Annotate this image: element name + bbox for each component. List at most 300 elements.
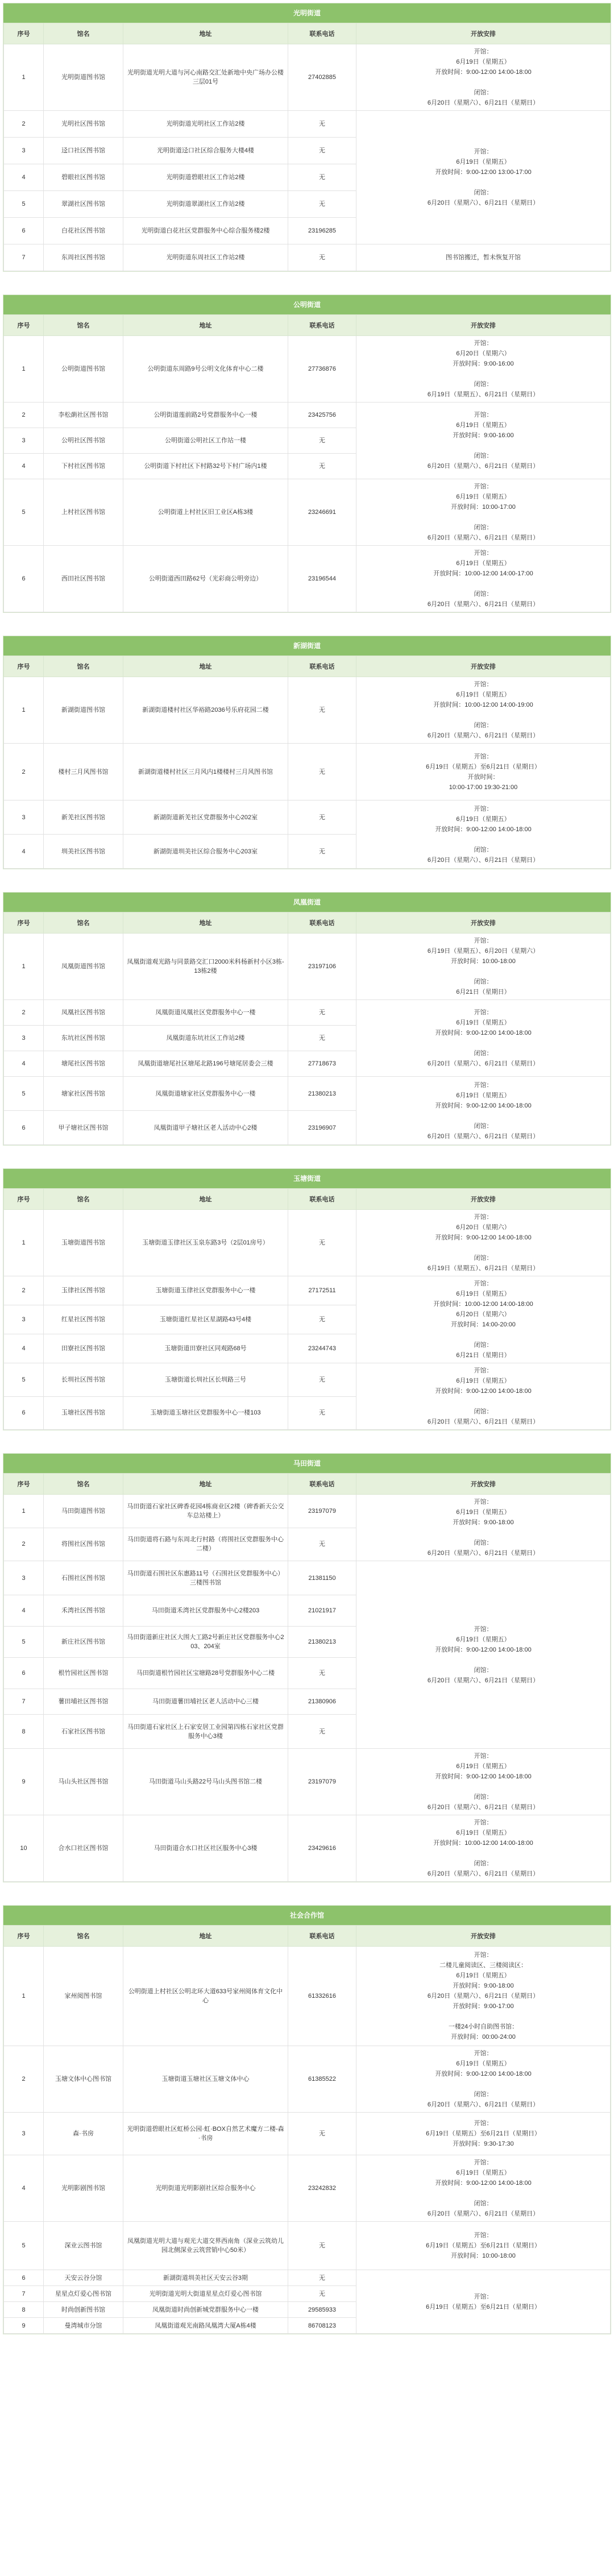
library-address: 光明街道东周社区工作站2楼 — [123, 244, 288, 271]
table-row — [4, 2270, 611, 2286]
library-name: 翠湖社区图书馆 — [44, 191, 123, 218]
district-section — [3, 1905, 611, 2334]
header-no: 序号 — [4, 912, 44, 934]
library-table — [3, 1473, 611, 1882]
opening-schedule: 开馆： 6月19日（星期五） 开放时间：9:00-12:00 14:00-18:00 闭馆： 6月20日（星期六）、6月21日（星期日） — [356, 1561, 611, 1749]
library-phone: 27172511 — [288, 1276, 356, 1305]
table-row — [4, 744, 611, 800]
library-address: 马田街道石家社区上石家安居工业园第四栋石家社区党群服务中心3楼 — [123, 1715, 288, 1749]
opening-schedule: 开馆： 6月19日（星期五） 开放时间：10:00-17:00 闭馆： 6月20日（星期六）、6月21日（星期日） — [356, 479, 611, 546]
opening-schedule: 图书馆搬迁，暂未恢复开馆 — [356, 244, 611, 271]
library-address: 凤凰街道塘家社区党群服务中心一楼 — [123, 1077, 288, 1111]
library-address: 公明街道东周路9号公明文化体育中心二楼 — [123, 336, 288, 403]
library-phone: 无 — [288, 2286, 356, 2302]
library-phone: 61385522 — [288, 2046, 356, 2113]
library-name: 光明社区图书馆 — [44, 111, 123, 138]
opening-schedule: 开馆： 二楼儿童阅读区、三楼阅读区： 6月19日（星期五） 开放时间：9:00-18:00 6月20日（星期六）、6月21日（星期日） 开放时间：9:00-17:00 一楼24小时自助图书馆： 开放时间：00:00-24:00 — [356, 1947, 611, 2046]
library-address: 马田街道马山头路22号马山头图书馆二楼 — [123, 1749, 288, 1815]
table-row — [4, 1000, 611, 1026]
table-row — [4, 2155, 611, 2222]
library-address: 凤凰街道东坑社区工作站2楼 — [123, 1026, 288, 1051]
row-number: 1 — [4, 336, 44, 403]
row-number: 2 — [4, 1000, 44, 1026]
library-address: 玉塘街道玉塘社区党群服务中心一楼103 — [123, 1396, 288, 1430]
opening-schedule: 开馆： 6月19日（星期五）、6月20日（星期六） 开放时间：10:00-18:00 闭馆： 6月21日（星期日） — [356, 934, 611, 1000]
row-number: 4 — [4, 164, 44, 191]
library-phone: 21021917 — [288, 1595, 356, 1627]
library-phone: 23197106 — [288, 934, 356, 1000]
library-address: 公明街道西田路62号（光彩商公明旁边） — [123, 546, 288, 612]
library-name: 圳美社区图书馆 — [44, 835, 123, 869]
section-title: 社会合作馆 — [3, 1906, 611, 1925]
library-phone: 无 — [288, 677, 356, 744]
row-number: 2 — [4, 2046, 44, 2113]
library-name: 东坑社区图书馆 — [44, 1026, 123, 1051]
opening-schedule: 开馆： 6月19日（星期五） 开放时间：9:00-12:00 14:00-18:00 闭馆： 6月20日（星期六）、6月21日（星期日） — [356, 2046, 611, 2113]
library-address: 玉塘街道玉塘社区玉塘文体中心 — [123, 2046, 288, 2113]
district-section — [3, 1453, 611, 1882]
header-address: 地址 — [123, 912, 288, 934]
district-section — [3, 892, 611, 1146]
library-phone: 23242832 — [288, 2155, 356, 2222]
opening-schedule: 开馆： 6月19日（星期五）至6月21日（星期日） 开放时间：9:30-17:30 — [356, 2113, 611, 2155]
library-name: 新羌社区图书馆 — [44, 800, 123, 835]
library-phone: 无 — [288, 244, 356, 271]
library-name: 楼村三月风图书馆 — [44, 744, 123, 800]
library-address: 公明街道公明社区工作站一楼 — [123, 428, 288, 454]
header-row — [4, 23, 611, 44]
row-number: 6 — [4, 1658, 44, 1689]
library-phone: 27718673 — [288, 1051, 356, 1077]
library-phone: 23196285 — [288, 218, 356, 244]
table-row — [4, 479, 611, 546]
header-row — [4, 912, 611, 934]
header-address: 地址 — [123, 23, 288, 44]
table-row — [4, 1363, 611, 1397]
library-address: 玉塘街道玉律社区玉泉东路3号（2层01房号） — [123, 1210, 288, 1276]
library-phone: 27736876 — [288, 336, 356, 403]
library-phone: 无 — [288, 1026, 356, 1051]
table-row — [4, 677, 611, 744]
library-phone: 无 — [288, 1396, 356, 1430]
library-address: 马田街道薯田埔社区老人活动中心三楼 — [123, 1689, 288, 1715]
library-name: 禾湾社区图书馆 — [44, 1595, 123, 1627]
row-number: 4 — [4, 454, 44, 479]
header-phone: 联系电话 — [288, 1474, 356, 1495]
table-row — [4, 1077, 611, 1111]
row-number: 6 — [4, 1396, 44, 1430]
library-name: 光明影剧图书馆 — [44, 2155, 123, 2222]
library-address: 马田街道根竹园社区宝塘路28号党群服务中心二楼 — [123, 1658, 288, 1689]
table-row — [4, 2113, 611, 2155]
library-phone: 无 — [288, 164, 356, 191]
library-address: 马田街道新庄社区大围大工路2号新庄社区党群服务中心203、204室 — [123, 1627, 288, 1658]
library-address: 公明街道莲前路2号党群服务中心一楼 — [123, 403, 288, 428]
row-number: 5 — [4, 191, 44, 218]
row-number: 2 — [4, 111, 44, 138]
library-phone: 无 — [288, 1363, 356, 1397]
opening-schedule: 开馆： 6月20日（星期六） 开放时间：9:00-12:00 14:00-18:00 闭馆： 6月19日（星期五）、6月21日（星期日） — [356, 1210, 611, 1276]
row-number: 3 — [4, 428, 44, 454]
library-phone: 无 — [288, 1210, 356, 1276]
header-row — [4, 1189, 611, 1210]
header-phone: 联系电话 — [288, 1189, 356, 1210]
row-number: 8 — [4, 2302, 44, 2318]
header-name: 馆名 — [44, 656, 123, 677]
section-title: 玉塘街道 — [3, 1169, 611, 1188]
header-phone: 联系电话 — [288, 23, 356, 44]
row-number: 6 — [4, 2270, 44, 2286]
row-number: 3 — [4, 800, 44, 835]
table-row — [4, 403, 611, 428]
table-row — [4, 2046, 611, 2113]
library-phone: 无 — [288, 744, 356, 800]
library-phone: 无 — [288, 1305, 356, 1334]
row-number: 4 — [4, 835, 44, 869]
opening-schedule: 开馆： 6月19日（星期五） 开放时间：10:00-12:00 14:00-17:00 闭馆： 6月20日（星期六）、6月21日（星期日） — [356, 546, 611, 612]
header-phone: 联系电话 — [288, 1926, 356, 1947]
library-name: 塘家社区图书馆 — [44, 1077, 123, 1111]
library-name: 石家社区图书馆 — [44, 1715, 123, 1749]
library-table — [3, 912, 611, 1145]
row-number: 10 — [4, 1815, 44, 1882]
library-phone: 23246691 — [288, 479, 356, 546]
header-no: 序号 — [4, 656, 44, 677]
library-phone: 无 — [288, 800, 356, 835]
library-name: 西田社区图书馆 — [44, 546, 123, 612]
row-number: 4 — [4, 1334, 44, 1363]
library-address: 马田街道合水口社区社区服务中心3楼 — [123, 1815, 288, 1882]
library-phone: 23197079 — [288, 1495, 356, 1528]
library-phone: 无 — [288, 191, 356, 218]
library-name: 迳口社区图书馆 — [44, 138, 123, 164]
opening-schedule: 开馆： 6月19日（星期五） 开放时间：9:00-12:00 14:00-18:00 闭馆： 6月20日（星期六）、6月21日（星期日） — [356, 44, 611, 111]
library-name: 下村社区图书馆 — [44, 454, 123, 479]
library-name: 新湖街道图书馆 — [44, 677, 123, 744]
library-address: 凤凰街道凤凰社区党群服务中心一楼 — [123, 1000, 288, 1026]
library-address: 凤凰街道甲子塘社区老人活动中心2楼 — [123, 1111, 288, 1145]
library-name: 深业云图书馆 — [44, 2222, 123, 2270]
library-table — [3, 23, 611, 271]
table-row — [4, 244, 611, 271]
library-name: 长圳社区图书馆 — [44, 1363, 123, 1397]
opening-schedule: 开馆： 6月19日（星期五） 开放时间：9:00-12:00 14:00-18:00 闭馆： 6月20日（星期六）、6月21日（星期日） — [356, 800, 611, 869]
library-name: 根竹园社区图书馆 — [44, 1658, 123, 1689]
header-schedule: 开放安排 — [356, 1474, 611, 1495]
row-number: 3 — [4, 1026, 44, 1051]
opening-schedule: 开馆： 6月19日（星期五） 开放时间：9:00-12:00 14:00-18:00 闭馆： 6月20日（星期六）、6月21日（星期日） — [356, 2155, 611, 2222]
library-phone: 23196907 — [288, 1111, 356, 1145]
library-table — [3, 314, 611, 612]
library-address: 玉塘街道玉律社区党群服务中心一楼 — [123, 1276, 288, 1305]
opening-schedule: 开馆： 6月19日（星期五）至6月21日（星期日） — [356, 2270, 611, 2334]
table-row — [4, 1276, 611, 1305]
library-phone: 无 — [288, 2270, 356, 2286]
section-title: 凤凰街道 — [3, 893, 611, 912]
header-name: 馆名 — [44, 1189, 123, 1210]
row-number: 2 — [4, 1528, 44, 1561]
library-address: 光明街道翠湖社区工作站2楼 — [123, 191, 288, 218]
library-name: 石围社区图书馆 — [44, 1561, 123, 1595]
row-number: 5 — [4, 479, 44, 546]
table-row — [4, 2222, 611, 2270]
table-row — [4, 1947, 611, 2046]
library-name: 曼湾城市分馆 — [44, 2318, 123, 2334]
opening-schedule: 开馆： 6月19日（星期五） 开放时间：9:00-16:00 闭馆： 6月20日（星期六）、6月21日（星期日） — [356, 403, 611, 479]
library-address: 光明街道光明大街道星星点灯爱心图书馆 — [123, 2286, 288, 2302]
row-number: 3 — [4, 1305, 44, 1334]
library-address: 凤凰街道塘尾社区塘尾北路196号塘尾居委会三楼 — [123, 1051, 288, 1077]
library-name: 东周社区图书馆 — [44, 244, 123, 271]
section-title: 公明街道 — [3, 295, 611, 314]
library-name: 公明街道图书馆 — [44, 336, 123, 403]
header-phone: 联系电话 — [288, 656, 356, 677]
library-phone: 无 — [288, 835, 356, 869]
library-address: 光明街道碧眼社区虹桥公园·虹·BOX自然艺术魔方二楼-森·书房 — [123, 2113, 288, 2155]
row-number: 1 — [4, 1210, 44, 1276]
header-no: 序号 — [4, 315, 44, 336]
row-number: 3 — [4, 138, 44, 164]
library-name: 光明街道图书馆 — [44, 44, 123, 111]
row-number: 8 — [4, 1715, 44, 1749]
library-name: 凤凰街道图书馆 — [44, 934, 123, 1000]
library-address: 公明街道下村社区下村路32号下村广场内1楼 — [123, 454, 288, 479]
library-name: 上村社区图书馆 — [44, 479, 123, 546]
library-phone: 无 — [288, 1528, 356, 1561]
section-title: 光明街道 — [3, 3, 611, 23]
library-address: 玉塘街道长圳社区长圳路三号 — [123, 1363, 288, 1397]
district-section — [3, 636, 611, 869]
row-number: 7 — [4, 2286, 44, 2302]
row-number: 5 — [4, 2222, 44, 2270]
row-number: 1 — [4, 1495, 44, 1528]
library-phone: 无 — [288, 1658, 356, 1689]
header-no: 序号 — [4, 1474, 44, 1495]
library-phone: 无 — [288, 1000, 356, 1026]
library-name: 马田街道图书馆 — [44, 1495, 123, 1528]
library-table — [3, 656, 611, 869]
library-phone: 无 — [288, 2113, 356, 2155]
library-name: 玉塘社区图书馆 — [44, 1396, 123, 1430]
row-number: 1 — [4, 44, 44, 111]
header-no: 序号 — [4, 1189, 44, 1210]
row-number: 4 — [4, 1595, 44, 1627]
library-address: 玉塘街道红星社区星湖路43号4楼 — [123, 1305, 288, 1334]
opening-schedule: 开馆： 6月19日（星期五） 开放时间：10:00-12:00 14:00-18:00 闭馆： 6月20日（星期六）、6月21日（星期日） — [356, 1815, 611, 1882]
library-phone: 23425756 — [288, 403, 356, 428]
section-title: 马田街道 — [3, 1454, 611, 1473]
library-address: 马田街道石家社区碑香花园4栋商业区2楼（碑香新天公交车总站楼上） — [123, 1495, 288, 1528]
row-number: 1 — [4, 677, 44, 744]
row-number: 2 — [4, 403, 44, 428]
library-name: 家州阅图书馆 — [44, 1947, 123, 2046]
header-name: 馆名 — [44, 912, 123, 934]
row-number: 4 — [4, 1051, 44, 1077]
library-address: 凤凰街道观光路与同景路交汇口2000米科杨新村小区3栋-13栋2楼 — [123, 934, 288, 1000]
library-name: 天安云谷分馆 — [44, 2270, 123, 2286]
header-address: 地址 — [123, 1926, 288, 1947]
row-number: 1 — [4, 1947, 44, 2046]
table-row — [4, 1561, 611, 1595]
library-address: 新湖街道圳美社区天安云谷3期 — [123, 2270, 288, 2286]
library-phone: 86708123 — [288, 2318, 356, 2334]
row-number: 2 — [4, 1276, 44, 1305]
row-number: 5 — [4, 1077, 44, 1111]
row-number: 7 — [4, 1689, 44, 1715]
library-name: 玉塘文体中心图书馆 — [44, 2046, 123, 2113]
library-name: 凤凰社区图书馆 — [44, 1000, 123, 1026]
library-address: 马田街道禾湾社区党群服务中心2楼203 — [123, 1595, 288, 1627]
row-number: 7 — [4, 244, 44, 271]
library-address: 光明街道光明大道与河心南路交汇处新地中央广场办公楼三层01号 — [123, 44, 288, 111]
library-phone: 29585933 — [288, 2302, 356, 2318]
table-row — [4, 336, 611, 403]
library-phone: 无 — [288, 428, 356, 454]
row-number: 6 — [4, 1111, 44, 1145]
table-row — [4, 934, 611, 1000]
library-phone: 21381150 — [288, 1561, 356, 1595]
header-address: 地址 — [123, 315, 288, 336]
header-row — [4, 315, 611, 336]
library-name: 森·书房 — [44, 2113, 123, 2155]
row-number: 9 — [4, 2318, 44, 2334]
library-name: 白花社区图书馆 — [44, 218, 123, 244]
row-number: 4 — [4, 2155, 44, 2222]
opening-schedule: 开馆： 6月19日（星期五） 开放时间：9:00-12:00 13:00-17:00 闭馆： 6月20日（星期六）、6月21日（星期日） — [356, 111, 611, 244]
library-address: 凤凰街道光明大道与观光大道交界西南角（深业云筑幼儿园北侧深业云筑营销中心50米） — [123, 2222, 288, 2270]
library-phone: 无 — [288, 138, 356, 164]
header-schedule: 开放安排 — [356, 1926, 611, 1947]
library-address: 马田街道石围社区东惠路11号（石围社区党群服务中心）三楼图书馆 — [123, 1561, 288, 1595]
opening-schedule: 开馆： 6月19日（星期五） 开放时间：10:00-12:00 14:00-19:00 闭馆： 6月20日（星期六）、6月21日（星期日） — [356, 677, 611, 744]
library-phone: 23244743 — [288, 1334, 356, 1363]
library-address: 公明街道上村社区公明北环大道633号家州阅体育文化中心 — [123, 1947, 288, 2046]
row-number: 3 — [4, 2113, 44, 2155]
library-table — [3, 1925, 611, 2334]
library-name: 玉律社区图书馆 — [44, 1276, 123, 1305]
table-row — [4, 44, 611, 111]
library-phone: 23429616 — [288, 1815, 356, 1882]
header-schedule: 开放安排 — [356, 656, 611, 677]
library-address: 马田街道将石路与东周北行村路（将围社区党群服务中心二楼） — [123, 1528, 288, 1561]
header-address: 地址 — [123, 656, 288, 677]
opening-schedule: 开馆： 6月19日（星期五）至6月21日（星期日） 开放时间：10:00-18:00 — [356, 2222, 611, 2270]
opening-schedule: 开馆： 6月19日（星期五） 开放时间：10:00-12:00 14:00-18:00 6月20日（星期六） 开放时间：14:00-20:00 闭馆： 6月21日（星期日） — [356, 1276, 611, 1363]
library-phone: 21380906 — [288, 1689, 356, 1715]
library-phone: 无 — [288, 454, 356, 479]
header-name: 馆名 — [44, 315, 123, 336]
header-address: 地址 — [123, 1474, 288, 1495]
opening-schedule: 开馆： 6月19日（星期五） 开放时间：9:00-12:00 14:00-18:00 闭馆： 6月20日（星期六）、6月21日（星期日） — [356, 1363, 611, 1430]
library-name: 马山头社区图书馆 — [44, 1749, 123, 1815]
table-row — [4, 1210, 611, 1276]
library-phone: 61332616 — [288, 1947, 356, 2046]
row-number: 3 — [4, 1561, 44, 1595]
library-name: 星星点灯爱心图书馆 — [44, 2286, 123, 2302]
library-name: 李松蓢社区图书馆 — [44, 403, 123, 428]
library-name: 田寮社区图书馆 — [44, 1334, 123, 1363]
library-name: 时尚创新图书馆 — [44, 2302, 123, 2318]
opening-schedule: 开馆： 6月19日（星期五） 开放时间：9:00-12:00 14:00-18:00 闭馆： 6月20日（星期六）、6月21日（星期日） — [356, 1749, 611, 1815]
row-number: 1 — [4, 934, 44, 1000]
district-section — [3, 294, 611, 613]
library-address: 新湖街道楼村社区华裕路2036号乐府花园二楼 — [123, 677, 288, 744]
library-phone: 23197079 — [288, 1749, 356, 1815]
row-number: 2 — [4, 744, 44, 800]
section-title: 新湖街道 — [3, 636, 611, 656]
library-phone: 21380213 — [288, 1077, 356, 1111]
header-name: 馆名 — [44, 23, 123, 44]
library-address: 新湖街道楼村社区三月风内1楼楼村三月风图书馆 — [123, 744, 288, 800]
library-name: 新庄社区图书馆 — [44, 1627, 123, 1658]
library-address: 光明街道迳口社区综合服务大楼4楼 — [123, 138, 288, 164]
library-phone: 21380213 — [288, 1627, 356, 1658]
table-row — [4, 1495, 611, 1528]
library-name: 玉塘街道图书馆 — [44, 1210, 123, 1276]
library-name: 将围社区图书馆 — [44, 1528, 123, 1561]
page-root — [0, 3, 614, 2334]
library-address: 光明街道光明影剧社区综合服务中心 — [123, 2155, 288, 2222]
library-name: 红星社区图书馆 — [44, 1305, 123, 1334]
header-phone: 联系电话 — [288, 912, 356, 934]
row-number: 6 — [4, 546, 44, 612]
library-phone: 23196544 — [288, 546, 356, 612]
district-section — [3, 3, 611, 272]
library-phone: 无 — [288, 2222, 356, 2270]
library-address: 凤凰街道观光南路凤凰湾大厦A栋4楼 — [123, 2318, 288, 2334]
library-name: 合水口社区图书馆 — [44, 1815, 123, 1882]
opening-schedule: 开馆： 6月19日（星期五） 开放时间：9:00-18:00 闭馆： 6月20日（星期六）、6月21日（星期日） — [356, 1495, 611, 1561]
header-schedule: 开放安排 — [356, 23, 611, 44]
library-name: 薯田埔社区图书馆 — [44, 1689, 123, 1715]
row-number: 6 — [4, 218, 44, 244]
table-row — [4, 111, 611, 138]
library-address: 光明街道光明社区工作站2楼 — [123, 111, 288, 138]
library-table — [3, 1188, 611, 1430]
library-address: 公明街道上村社区旧工业区A栋3楼 — [123, 479, 288, 546]
header-schedule: 开放安排 — [356, 1189, 611, 1210]
header-no: 序号 — [4, 1926, 44, 1947]
row-number: 5 — [4, 1627, 44, 1658]
district-section — [3, 1168, 611, 1430]
header-row — [4, 1474, 611, 1495]
library-name: 甲子塘社区图书馆 — [44, 1111, 123, 1145]
header-name: 馆名 — [44, 1474, 123, 1495]
opening-schedule: 开馆： 6月19日（星期五）至6月21日（星期日） 开放时间： 10:00-17:00 19:30-21:00 — [356, 744, 611, 800]
row-number: 5 — [4, 1363, 44, 1397]
header-phone: 联系电话 — [288, 315, 356, 336]
row-number: 9 — [4, 1749, 44, 1815]
header-name: 馆名 — [44, 1926, 123, 1947]
table-row — [4, 1749, 611, 1815]
table-row — [4, 546, 611, 612]
opening-schedule: 开馆： 6月19日（星期五） 开放时间：9:00-12:00 14:00-18:00 闭馆： 6月20日（星期六）、6月21日（星期日） — [356, 1077, 611, 1145]
library-address: 凤凰街道时尚创新城党群服务中心一楼 — [123, 2302, 288, 2318]
table-row — [4, 800, 611, 835]
header-row — [4, 1926, 611, 1947]
library-address: 新湖街道圳美社区综合服务中心203室 — [123, 835, 288, 869]
library-address: 光明街道白花社区党群服务中心综合服务楼2楼 — [123, 218, 288, 244]
library-phone: 27402885 — [288, 44, 356, 111]
library-address: 玉塘街道田寮社区同观路68号 — [123, 1334, 288, 1363]
library-phone: 无 — [288, 111, 356, 138]
header-schedule: 开放安排 — [356, 315, 611, 336]
opening-schedule: 开馆： 6月20日（星期六） 开放时间：9:00-16:00 闭馆： 6月19日（星期五）、6月21日（星期日） — [356, 336, 611, 403]
table-row — [4, 1815, 611, 1882]
header-row — [4, 656, 611, 677]
library-name: 碧眼社区图书馆 — [44, 164, 123, 191]
library-name: 公明社区图书馆 — [44, 428, 123, 454]
